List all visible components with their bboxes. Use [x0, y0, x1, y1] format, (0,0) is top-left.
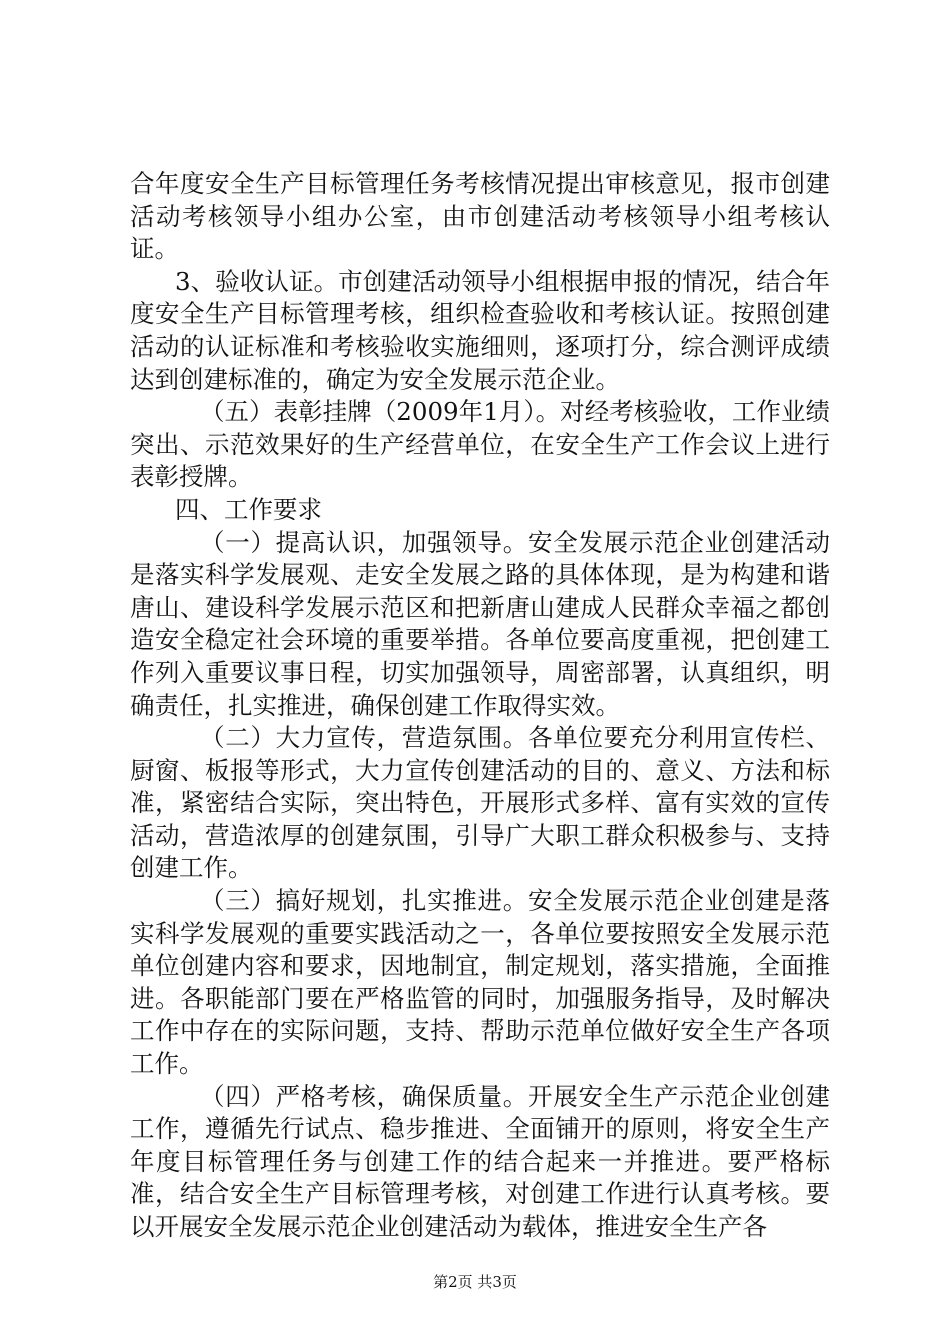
- paragraph-requirement-2: （二）大力宣传，营造氛围。各单位要充分利用宣传栏、厨窗、板报等形式，大力宣传创建活动的目的、意义、方法和标准，紧密结合实际，突出特色，开展形式多样、富有实效的宣传活动，营造浓厚的创建氛围，引导广大职工群众积极参与、支持创建工作。: [130, 723, 830, 883]
- document-body: [130, 168, 830, 1244]
- paragraph-requirement-4: （四）严格考核，确保质量。开展安全生产示范企业创建工作，遵循先行试点、稳步推进、全面铺开的原则，将安全生产年度目标管理任务与创建工作的结合起来一并推进。要严格标准，结合安全生产目标管理考核，对创建工作进行认真考核。要以开展安全发展示范企业创建活动为载体，推进安全生产各: [130, 1081, 830, 1241]
- page-footer: 第2页 共3页: [433, 1273, 517, 1291]
- paragraph-commendation: （五）表彰挂牌（2009年1月）。对经考核验收，工作业绩突出、示范效果好的生产经营单位，在安全生产工作会议上进行表彰授牌。: [130, 397, 830, 492]
- paragraph-requirement-3: （三）搞好规划，扎实推进。安全发展示范企业创建是落实科学发展观的重要实践活动之一，各单位要按照安全发展示范单位创建内容和要求，因地制宜，制定规划，落实措施，全面推进。各职能部门要在严格监管的同时，加强服务指导，及时解决工作中存在的实际问题，支持、帮助示范单位做好安全生产各项工作。: [130, 886, 830, 1079]
- paragraph-acceptance-certification: 3、验收认证。市创建活动领导小组根据申报的情况，结合年度安全生产目标管理考核，组织检查验收和考核认证。按照创建活动的认证标准和考核验收实施细则，逐项打分，综合测评成绩达到创建标准的，确定为安全发展示范企业。: [130, 266, 830, 394]
- paragraph-continuation: 合年度安全生产目标管理任务考核情况提出审核意见，报市创建活动考核领导小组办公室，由市创建活动考核领导小组考核认证。: [130, 169, 830, 264]
- section-heading-work-requirements: 四、工作要求: [175, 494, 322, 524]
- paragraph-requirement-1: （一）提高认识，加强领导。安全发展示范企业创建活动是落实科学发展观、走安全发展之路的具体体现，是为构建和谐唐山、建设科学发展示范区和把新唐山建成人民群众幸福之都创造安全稳定社会环境的重要举措。各单位要高度重视，把创建工作列入重要议事日程，切实加强领导，周密部署，认真组织，明确责任，扎实推进，确保创建工作取得实效。: [130, 527, 830, 720]
